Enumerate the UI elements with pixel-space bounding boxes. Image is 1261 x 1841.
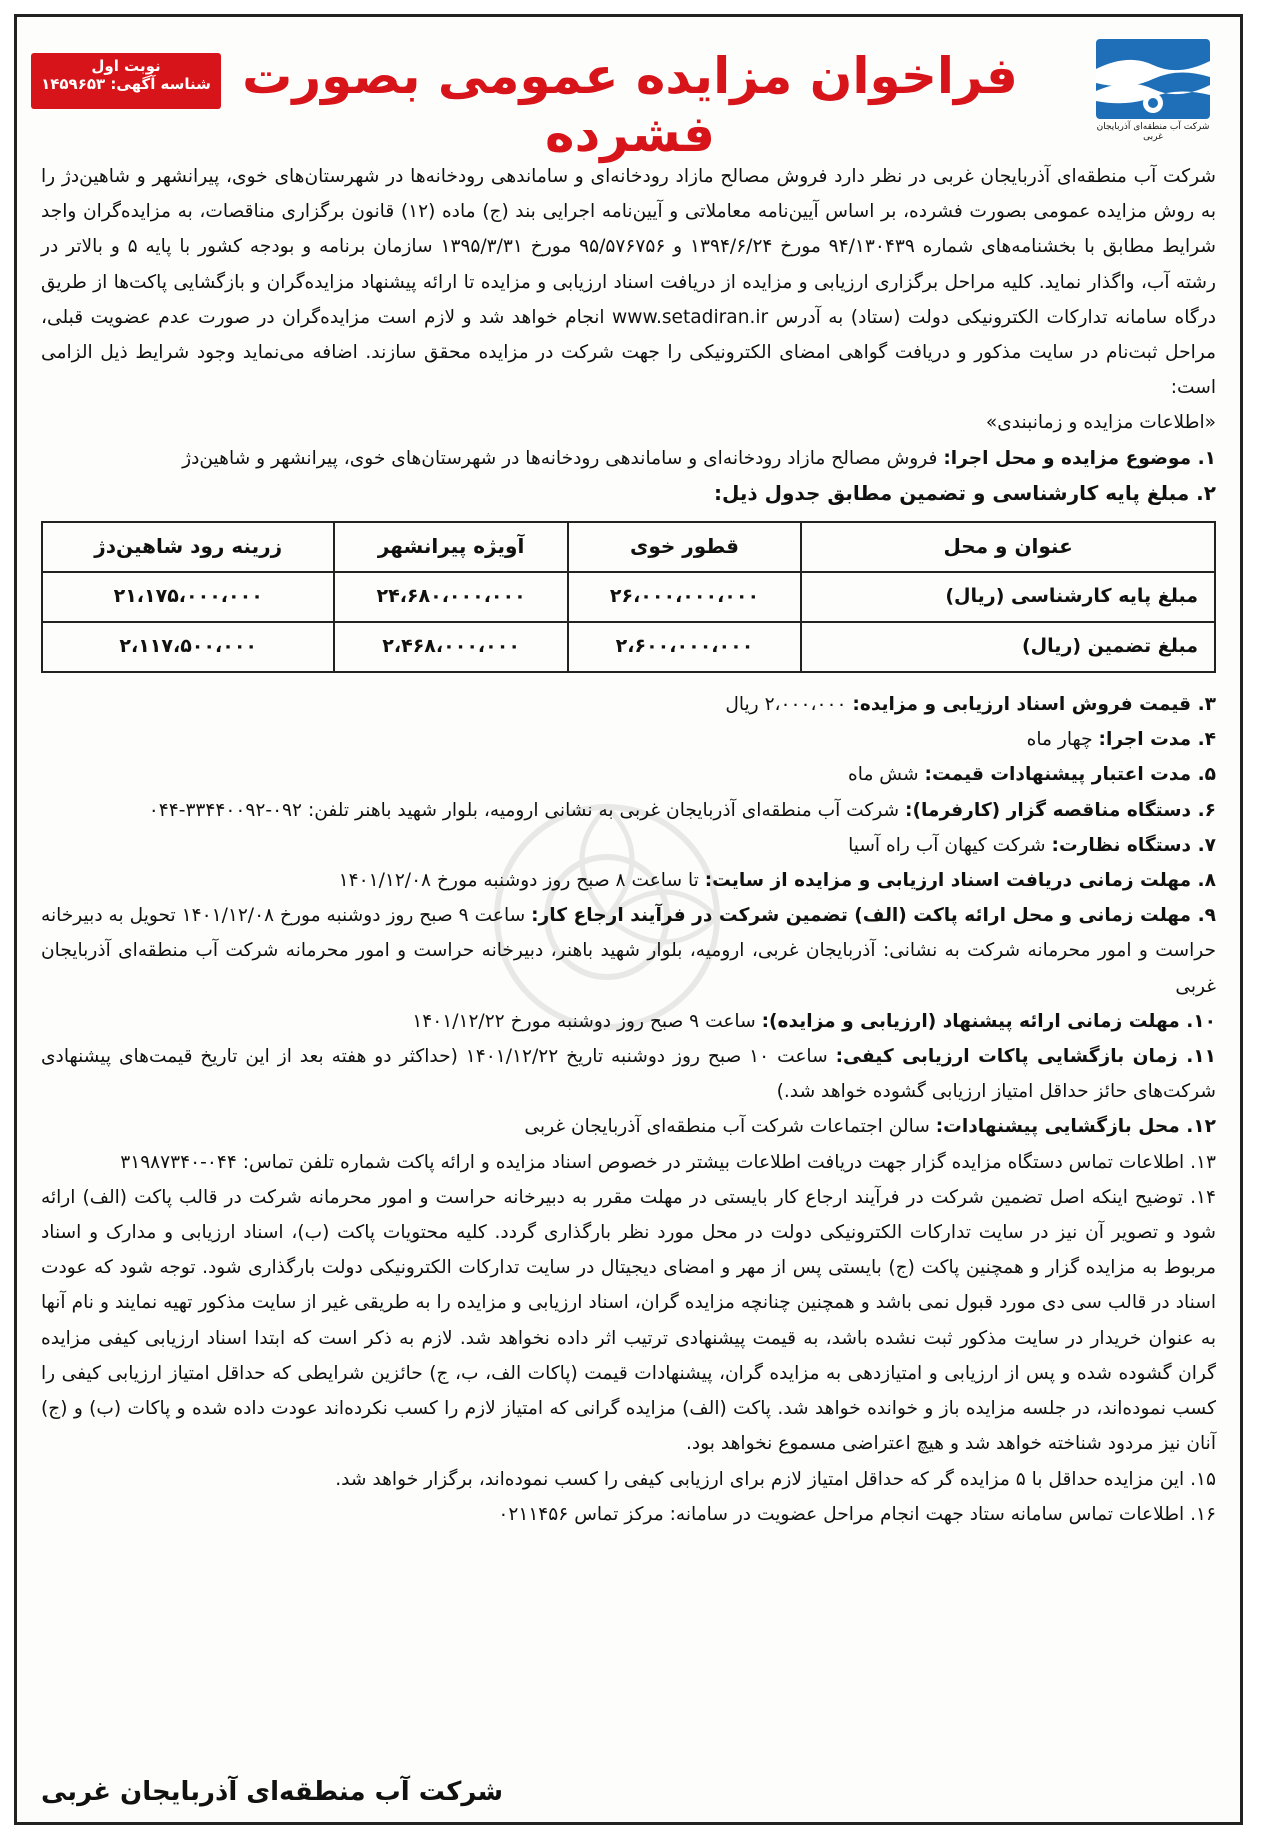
item-9 bbox=[41, 898, 1216, 1004]
item-10-text: ساعت ۹ صبح روز دوشنبه مورخ ۱۴۰۱/۱۲/۲۲ bbox=[412, 1010, 756, 1032]
item-16: ۱۶. اطلاعات تماس سامانه ستاد جهت انجام مراحل عضویت در سامانه: مرکز تماس ۰۲۱۱۴۵۶ bbox=[498, 1503, 1216, 1525]
table-row bbox=[42, 622, 1215, 672]
item-6 bbox=[41, 793, 1216, 828]
info-heading: «اطلاعات مزایده و زمانبندی» bbox=[985, 412, 1216, 434]
item-14: ۱۴. توضیح اینکه اصل تضمین شرکت در فرآیند ارجاع کار بایستی در مهلت مقرر به دبیرخانه حراست و امور محرمانه شرکت در قالب پاکت (الف) ارائه شود و تصویر آن نیز در سایت تدارکات الکترونیکی دولت در محل مورد نظر بارگذاری گردد. کلیه محتویات پاکت (ب)، اسناد ارزیابی و مدارک و اسناد مربوط به مزایده گزار و همچنین پاکت (ج) بایستی پس از مهر و امضای دیجیتال در سایت تدارکات الکترونیکی دولت بارگذاری شود. توجه شود که عودت اسناد در قالب سی دی مورد قبول نمی باشد و همچنین چنانچه مزایده گران، اسناد ارزیابی و مزایده را به طریقی غیر از سایت مذکور تهیه نمایند و نام آنها به عنوان خریدار در سایت مذکور ثبت نشده باشد، به قیمت پیشنهادی ترتیب اثر داده نخواهد شد. لازم به ذکر است که ابتدا اسناد ارزیابی کیفی مزایده گران گشوده شده و پس از ارزیابی و امتیازدهی به مزایده گران، پیشنهادات قیمت (پاکات الف، ب، ج) حائزین شرایطی که حداقل امتیاز ارزیابی کیفی را کسب نموده‌اند، در جلسه مزایده باز و خوانده خواهد شد. پاکت (الف) مزایده گرانی که امتیاز لازم را کسب نکرده‌اند عودت داده شده و پاکات (ب) و (ج) آنان نیز مردود شناخته خواهد شد و هیچ اعتراضی مسموع نخواهد بود. bbox=[41, 1186, 1216, 1455]
badge-round: نوبت اول bbox=[91, 57, 161, 75]
item-10 bbox=[41, 1004, 1216, 1039]
ad-badge bbox=[31, 53, 221, 109]
table-header: عنوان و محل bbox=[801, 522, 1215, 572]
item-5-label: ۵. مدت اعتبار پیشنهادات قیمت: bbox=[924, 764, 1216, 786]
item-1-label: ۱. موضوع مزایده و محل اجرا: bbox=[943, 447, 1216, 469]
item-4 bbox=[41, 722, 1216, 757]
item-8-label: ۸. مهلت زمانی دریافت اسناد ارزیابی و مزایده از سایت: bbox=[704, 870, 1216, 892]
item-13: ۱۳. اطلاعات تماس دستگاه مزایده گزار جهت دریافت اطلاعات بیشتر در خصوص اسناد مزایده و ارائه پاکت شماره تلفن تماس: ۰۴۴-۳۱۹۸۷۳۴۰ bbox=[120, 1151, 1216, 1173]
notice-frame bbox=[14, 14, 1243, 1825]
item-6-text: شرکت آب منطقه‌ای آذربایجان غربی به نشانی ارومیه، بلوار شهید باهنر تلفن: ۰۹۲-۳۳۴۴۰۰۹۲-۰۴۴ bbox=[148, 799, 900, 821]
item-8-text: تا ساعت ۸ صبح روز دوشنبه مورخ ۱۴۰۱/۱۲/۰۸ bbox=[338, 870, 699, 892]
page-title: فراخوان مزایده عمومی بصورت فشرده bbox=[242, 47, 1018, 163]
item-5-text: شش ماه bbox=[848, 764, 919, 786]
item-7-label: ۷. دستگاه نظارت: bbox=[1051, 834, 1216, 856]
notice-body bbox=[41, 159, 1216, 1532]
table-cell: ۲۶،۰۰۰،۰۰۰،۰۰۰ bbox=[568, 572, 801, 622]
logo-caption: شرکت آب منطقه‌ای آذربایجان غربی bbox=[1096, 122, 1210, 142]
item-9-label: ۹. مهلت زمانی و محل ارائه پاکت (الف) تضمین شرکت در فرآیند ارجاع کار: bbox=[531, 905, 1216, 927]
item-15: ۱۵. این مزایده حداقل با ۵ مزایده گر که حداقل امتیاز لازم برای ارزیابی کیفی را کسب نموده‌اند، برگزار خواهد شد. bbox=[335, 1468, 1216, 1490]
item-3 bbox=[41, 687, 1216, 722]
item-2-label: ۲. مبلغ پایه کارشناسی و تضمین مطابق جدول ذیل: bbox=[714, 480, 1216, 505]
table-header: آویژه پیرانشهر bbox=[334, 522, 567, 572]
item-3-label: ۳. قیمت فروش اسناد ارزیابی و مزایده: bbox=[852, 694, 1216, 716]
signature: شرکت آب منطقه‌ای آذربایجان غربی bbox=[41, 1777, 504, 1807]
item-8 bbox=[41, 863, 1216, 898]
item-9-text: ساعت ۹ صبح روز دوشنبه مورخ ۱۴۰۱/۱۲/۰۸ تحویل به دبیرخانه حراست و امور محرمانه شرکت به نشانی: آذربایجان غربی، ارومیه، بلوار شهید باهنر، دبیرخانه حراست و امور محرمانه شرکت آب منطقه‌ای آذربایجان غربی bbox=[41, 905, 1216, 997]
item-1 bbox=[41, 441, 1216, 476]
price-table bbox=[41, 521, 1216, 673]
item-7 bbox=[41, 828, 1216, 863]
table-header-row bbox=[42, 522, 1215, 572]
item-5 bbox=[41, 757, 1216, 792]
item-1-text: فروش مصالح مازاد رودخانه‌ای و ساماندهی رودخانه‌ها در شهرستان‌های خوی، پیرانشهر و شاهین‌دژ bbox=[182, 447, 938, 469]
item-11 bbox=[41, 1039, 1216, 1109]
company-logo-icon bbox=[1088, 35, 1218, 135]
item-12-label: ۱۲. محل بازگشایی پیشنهادات: bbox=[935, 1116, 1216, 1138]
intro-paragraph: شرکت آب منطقه‌ای آذربایجان غربی در نظر دارد فروش مصالح مازاد رودخانه‌ای و ساماندهی رودخانه‌ها در شهرستان‌های خوی، پیرانشهر و شاهین‌دژ را به روش مزایده عمومی بصورت فشرده، بر اساس آیین‌نامه معاملاتی و آیین‌نامه اجرایی بند (ج) ماده (۱۲) قانون برگزاری مناقصات، به مزایده‌گران واجد شرایط مطابق با بخشنامه‌های شماره ۹۴/۱۳۰۴۳۹ مورخ ۱۳۹۴/۶/۲۴ و ۹۵/۵۷۶۷۵۶ مورخ ۱۳۹۵/۳/۳۱ سازمان برنامه و بودجه کشور با پایه ۵ و بالاتر در رشته آب، واگذار نماید. کلیه مراحل برگزاری ارزیابی و مزایده از دریافت اسناد ارزیابی و مزایده تا ارائه پیشنهاد مزایده‌گران و بازگشایی پاکت‌ها از طریق درگاه سامانه تدارکات الکترونیکی دولت (ستاد) به آدرس www.setadiran.ir انجام خواهد شد و لازم است مزایده‌گران در صورت عدم عضویت قبلی، مراحل ثبت‌نام در سایت مذکور و دریافت گواهی امضای الکترونیکی را جهت شرکت در مزایده محقق سازند. اضافه می‌نماید وجود شرایط ذیل الزامی است: bbox=[41, 166, 1217, 399]
item-11-text: ساعت ۱۰ صبح روز دوشنبه تاریخ ۱۴۰۱/۱۲/۲۲ (حداکثر دو هفته بعد از این تاریخ قیمت‌های پیشنهادی شرکت‌های حائز حداقل امتیاز ارزیابی گشوده خواهد شد.) bbox=[41, 1046, 1216, 1103]
table-header: زرینه رود شاهین‌دژ bbox=[42, 522, 334, 572]
item-11-label: ۱۱. زمان بازگشایی پاکات ارزیابی کیفی: bbox=[835, 1046, 1216, 1068]
table-cell: ۲،۴۶۸،۰۰۰،۰۰۰ bbox=[334, 622, 567, 672]
item-2 bbox=[41, 476, 1216, 511]
table-cell: مبلغ تضمین (ریال) bbox=[801, 622, 1215, 672]
item-4-label: ۴. مدت اجرا: bbox=[1098, 729, 1216, 751]
header bbox=[17, 17, 1240, 163]
item-3-text: ۲،۰۰۰،۰۰۰ ریال bbox=[725, 694, 847, 716]
item-4-text: چهار ماه bbox=[1026, 729, 1093, 751]
item-12-text: سالن اجتماعات شرکت آب منطقه‌ای آذربایجان غربی bbox=[524, 1116, 930, 1138]
item-7-text: شرکت کیهان آب راه آسیا bbox=[848, 834, 1046, 856]
table-cell: ۲،۶۰۰،۰۰۰،۰۰۰ bbox=[568, 622, 801, 672]
item-12 bbox=[41, 1109, 1216, 1144]
table-cell: ۲۴،۶۸۰،۰۰۰،۰۰۰ bbox=[334, 572, 567, 622]
item-6-label: ۶. دستگاه مناقصه گزار (کارفرما): bbox=[905, 799, 1216, 821]
table-cell: مبلغ پایه کارشناسی (ریال) bbox=[801, 572, 1215, 622]
table-cell: ۲۱،۱۷۵،۰۰۰،۰۰۰ bbox=[42, 572, 334, 622]
table-cell: ۲،۱۱۷،۵۰۰،۰۰۰ bbox=[42, 622, 334, 672]
table-row bbox=[42, 572, 1215, 622]
table-header: قطور خوی bbox=[568, 522, 801, 572]
item-10-label: ۱۰. مهلت زمانی ارائه پیشنهاد (ارزیابی و مزایده): bbox=[761, 1010, 1216, 1032]
badge-id: شناسه آگهی: ۱۴۵۹۶۵۳ bbox=[41, 75, 211, 93]
